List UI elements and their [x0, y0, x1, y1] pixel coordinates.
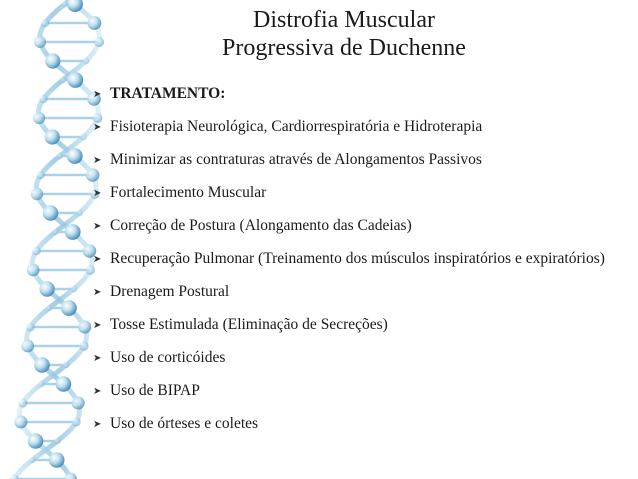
helix-bead [83, 58, 90, 65]
helix-bead [57, 153, 63, 159]
helix-bead [29, 457, 35, 463]
arrowhead-bullet-icon: ➤ [93, 419, 102, 430]
list-item [90, 117, 630, 136]
helix-bead [79, 341, 88, 350]
helix-bead [14, 416, 27, 429]
list-item-text: Uso de órteses e coletes [110, 415, 259, 432]
arrowhead-bullet-icon: ➤ [93, 386, 102, 397]
helix-strand [19, 0, 102, 479]
helix-bead [31, 188, 43, 200]
helix-bead [72, 397, 85, 410]
list-item [90, 282, 630, 301]
helix-bead [45, 129, 60, 144]
helix-bead [60, 77, 66, 83]
helix-bead [34, 357, 50, 373]
arrowhead-bullet-icon: ➤ [93, 221, 102, 232]
helix-bead [94, 37, 104, 47]
helix-bead [38, 381, 44, 387]
slide-title [150, 6, 538, 62]
helix-strand [12, 0, 102, 479]
section-heading: TRATAMENTO: [110, 85, 226, 102]
helix-bead [36, 171, 44, 179]
list-item-text: Fisioterapia Neurológica, Cardiorrespiratória e Hidroterapia [110, 118, 483, 135]
list-item [90, 381, 630, 400]
helix-bead [88, 16, 102, 30]
arrowhead-bullet-icon: ➤ [93, 188, 102, 199]
helix-bead [45, 53, 60, 68]
list-item-text: Drenagem Postural [110, 283, 230, 300]
helix-bead [32, 247, 41, 256]
helix-bead [52, 229, 58, 235]
list-item [90, 183, 630, 202]
list-item [90, 348, 630, 367]
arrowhead-bullet-icon: ➤ [93, 122, 102, 133]
arrowhead-bullet-icon: ➤ [93, 320, 102, 331]
helix-bead [28, 433, 44, 449]
arrowhead-bullet-icon: ➤ [93, 155, 102, 166]
list-item [90, 315, 630, 334]
helix-bead [39, 95, 47, 103]
list-item [90, 414, 630, 433]
treatment-list [90, 84, 630, 433]
title-line-1: Distrofia Muscular [253, 7, 435, 33]
list-item [90, 249, 630, 268]
helix-bead [80, 134, 87, 141]
helix-bead [27, 264, 40, 277]
helix-bead [39, 281, 54, 296]
list-item-text: Correção de Postura (Alongamento das Cadeias) [110, 217, 412, 234]
helix-bead [67, 72, 83, 88]
arrowhead-bullet-icon: ➤ [93, 89, 102, 100]
helix-bead [41, 19, 49, 27]
list-item-text: Recuperação Pulmonar (Treinamento dos músculos inspiratórios e expiratórios) [110, 250, 605, 267]
helix-bead [21, 340, 34, 353]
list-item-text: Minimizar as contraturas através de Alongamentos Passivos [110, 151, 482, 168]
helix-bead [33, 112, 45, 124]
list-item-text: Fortalecimento Muscular [110, 184, 267, 201]
helix-bead [76, 210, 83, 217]
arrowhead-bullet-icon: ➤ [93, 353, 102, 364]
title-line-2: Progressiva de Duchenne [222, 35, 466, 61]
list-item-text: Uso de corticóides [110, 349, 226, 366]
helix-bead [62, 1, 68, 7]
list-item [90, 216, 630, 235]
list-item-text: Tosse Estimulada (Eliminação de Secreções) [110, 316, 388, 333]
helix-bead [56, 376, 72, 392]
helix-bead [26, 323, 35, 332]
helix-bead [54, 438, 60, 444]
list-item [90, 150, 630, 169]
helix-bead [43, 205, 58, 220]
helix-bead [18, 399, 27, 408]
arrowhead-bullet-icon: ➤ [93, 254, 102, 265]
helix-bead [63, 362, 69, 368]
helix-bead [34, 36, 46, 48]
helix-bead [72, 418, 81, 427]
helix-bead [49, 452, 65, 468]
helix-bead [61, 300, 77, 316]
list-item-text: Uso de BIPAP [110, 382, 200, 399]
helix-bead [46, 305, 52, 311]
helix-bead [70, 286, 77, 293]
list-item [90, 84, 630, 103]
helix-bead [67, 148, 83, 164]
arrowhead-bullet-icon: ➤ [93, 287, 102, 298]
helix-bead [65, 224, 81, 240]
